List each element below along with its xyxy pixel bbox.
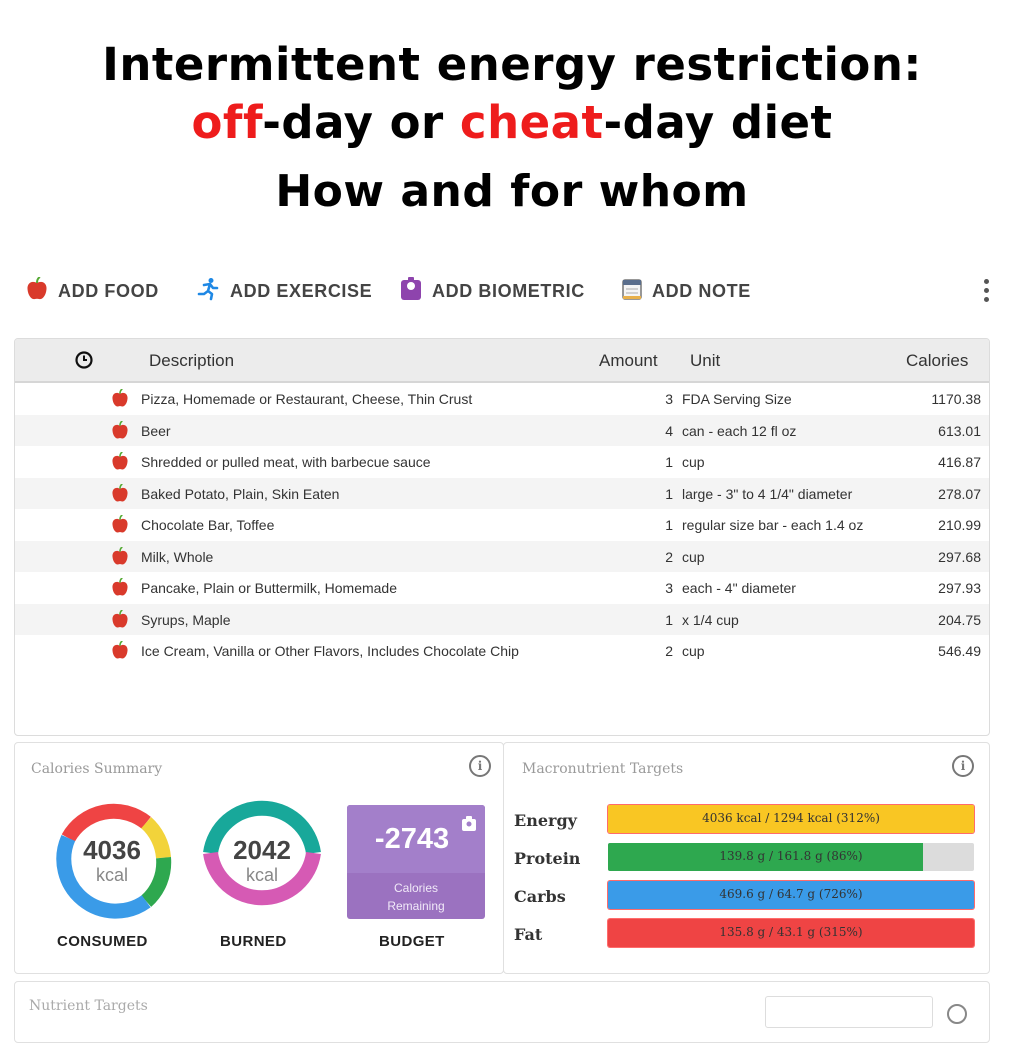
running-figure-icon — [196, 277, 220, 305]
food-log-table — [14, 338, 990, 736]
header-description[interactable]: Description — [149, 351, 235, 370]
table-row[interactable] — [15, 635, 989, 667]
row-description: Milk, Whole — [141, 548, 214, 565]
table-row[interactable] — [15, 509, 989, 541]
row-description: Baked Potato, Plain, Skin Eaten — [141, 485, 340, 502]
headline-cheat: cheat — [459, 96, 604, 149]
table-body — [15, 383, 989, 667]
budget-card[interactable] — [347, 805, 485, 919]
row-unit: cup — [682, 548, 705, 565]
macro-bar-text: 139.8 g / 161.8 g (86%) — [719, 849, 863, 863]
macro-bar-text: 469.6 g / 64.7 g (726%) — [719, 887, 863, 901]
header-amount[interactable]: Amount — [599, 351, 658, 370]
apple-icon — [111, 515, 129, 537]
macronutrient-targets-panel — [503, 742, 990, 974]
lock-icon — [461, 815, 477, 835]
note-icon — [622, 277, 642, 305]
burned-value: 2042 — [233, 835, 291, 865]
row-unit: can - each 12 fl oz — [682, 422, 797, 439]
row-description: Shredded or pulled meat, with barbecue sauce — [141, 454, 431, 470]
row-calories: 210.99 — [938, 517, 981, 533]
headline-day-or: -day or — [262, 96, 460, 149]
table-row[interactable] — [15, 478, 989, 510]
add-note-button[interactable] — [622, 274, 751, 308]
macro-row-protein — [514, 843, 980, 873]
table-row[interactable] — [15, 572, 989, 604]
burned-unit: kcal — [245, 865, 278, 885]
row-amount: 4 — [665, 422, 673, 439]
macro-bar-text: 4036 kcal / 1294 kcal (312%) — [702, 811, 880, 825]
macro-label: Energy — [514, 811, 577, 830]
row-calories: 1170.38 — [931, 391, 981, 407]
row-amount: 2 — [665, 643, 673, 659]
table-row[interactable] — [15, 383, 989, 415]
row-unit: FDA Serving Size — [682, 391, 792, 407]
budget-value: -2743 — [374, 823, 450, 855]
info-icon[interactable]: i — [469, 755, 491, 777]
row-calories: 278.07 — [938, 485, 981, 502]
macronutrient-targets-title: Macronutrient Targets — [522, 761, 684, 777]
info-icon[interactable]: i — [952, 755, 974, 777]
row-amount: 3 — [665, 580, 673, 596]
consumed-caption: CONSUMED — [57, 933, 148, 950]
headline-line-3: How and for whom — [275, 166, 749, 217]
headline-line-1: Intermittent energy restriction: — [102, 38, 922, 91]
nutrient-selector[interactable] — [765, 996, 933, 1028]
row-unit: cup — [682, 454, 705, 470]
row-unit: cup — [682, 643, 705, 659]
table-row[interactable] — [15, 541, 989, 573]
row-amount: 1 — [665, 454, 673, 470]
row-description: Syrups, Maple — [141, 611, 231, 628]
budget-line-2: Remaining — [387, 899, 445, 913]
action-toolbar — [26, 274, 1006, 308]
macro-bar[interactable] — [608, 843, 974, 871]
row-description: Pizza, Homemade or Restaurant, Cheese, Thin Crust — [141, 391, 473, 407]
row-unit: x 1/4 cup — [682, 611, 739, 628]
macro-bar-text: 135.8 g / 43.1 g (315%) — [719, 925, 863, 939]
add-food-label: ADD FOOD — [58, 280, 159, 301]
consumed-unit: kcal — [95, 865, 128, 885]
add-biometric-button[interactable] — [400, 274, 585, 308]
row-unit: large - 3" to 4 1/4" diameter — [682, 485, 853, 502]
macro-bar[interactable] — [608, 919, 974, 947]
add-exercise-label: ADD EXERCISE — [230, 280, 373, 301]
headline-line-2 — [0, 96, 1024, 149]
calories-summary-title: Calories Summary — [31, 761, 163, 777]
row-description: Pancake, Plain or Buttermilk, Homemade — [141, 580, 397, 596]
nutrient-targets-panel — [14, 981, 990, 1043]
headline-day-diet: -day diet — [603, 96, 833, 149]
macro-row-fat — [514, 919, 980, 949]
row-calories: 204.75 — [938, 611, 981, 628]
row-calories: 546.49 — [938, 643, 981, 659]
row-calories: 416.87 — [938, 454, 981, 470]
apple-icon — [111, 641, 129, 663]
add-biometric-label: ADD BIOMETRIC — [432, 280, 585, 301]
row-amount: 1 — [665, 517, 673, 533]
header-unit[interactable]: Unit — [690, 351, 721, 370]
row-unit: regular size bar - each 1.4 oz — [682, 517, 864, 533]
budget-line-1: Calories — [393, 881, 438, 895]
table-row[interactable] — [15, 604, 989, 636]
table-row[interactable] — [15, 415, 989, 447]
header-calories[interactable]: Calories — [906, 351, 969, 370]
macro-label: Protein — [514, 849, 581, 868]
row-amount: 3 — [665, 391, 673, 407]
nutrient-targets-title: Nutrient Targets — [29, 998, 148, 1014]
macro-label: Fat — [514, 925, 543, 944]
apple-icon — [111, 484, 129, 506]
scale-icon — [400, 277, 422, 305]
apple-icon — [111, 421, 129, 443]
apple-icon — [111, 578, 129, 600]
row-description: Chocolate Bar, Toffee — [141, 517, 275, 533]
consumed-ring — [45, 795, 179, 929]
add-food-button[interactable] — [26, 274, 159, 308]
macro-bar[interactable] — [608, 805, 974, 833]
macro-bar[interactable] — [608, 881, 974, 909]
apple-icon — [111, 389, 129, 411]
macro-label: Carbs — [514, 887, 566, 906]
apple-icon — [111, 452, 129, 474]
burned-caption: BURNED — [220, 933, 287, 950]
row-calories: 297.93 — [938, 580, 981, 596]
row-amount: 2 — [665, 548, 673, 565]
row-amount: 1 — [665, 611, 673, 628]
row-unit: each - 4" diameter — [682, 580, 796, 596]
budget-caption: BUDGET — [379, 933, 445, 950]
macro-row-carbs — [514, 881, 980, 911]
apple-icon — [111, 547, 129, 569]
clock-icon[interactable] — [75, 351, 93, 374]
info-icon[interactable] — [947, 1004, 967, 1024]
add-note-label: ADD NOTE — [652, 280, 751, 301]
headline-off: off — [191, 96, 263, 149]
apple-icon — [26, 277, 48, 305]
more-options-icon[interactable] — [980, 276, 992, 306]
consumed-value: 4036 — [83, 835, 141, 865]
apple-icon — [111, 610, 129, 632]
macro-row-energy — [514, 805, 980, 835]
calories-summary-panel — [14, 742, 504, 974]
row-description: Ice Cream, Vanilla or Other Flavors, Includes Chocolate Chip — [141, 643, 519, 659]
row-calories: 613.01 — [938, 422, 981, 439]
add-exercise-button[interactable] — [196, 274, 372, 308]
row-description: Beer — [141, 422, 171, 439]
burned-ring — [195, 795, 329, 929]
table-header — [15, 339, 989, 383]
table-row[interactable] — [15, 446, 989, 478]
row-calories: 297.68 — [938, 548, 981, 565]
row-amount: 1 — [665, 485, 673, 502]
